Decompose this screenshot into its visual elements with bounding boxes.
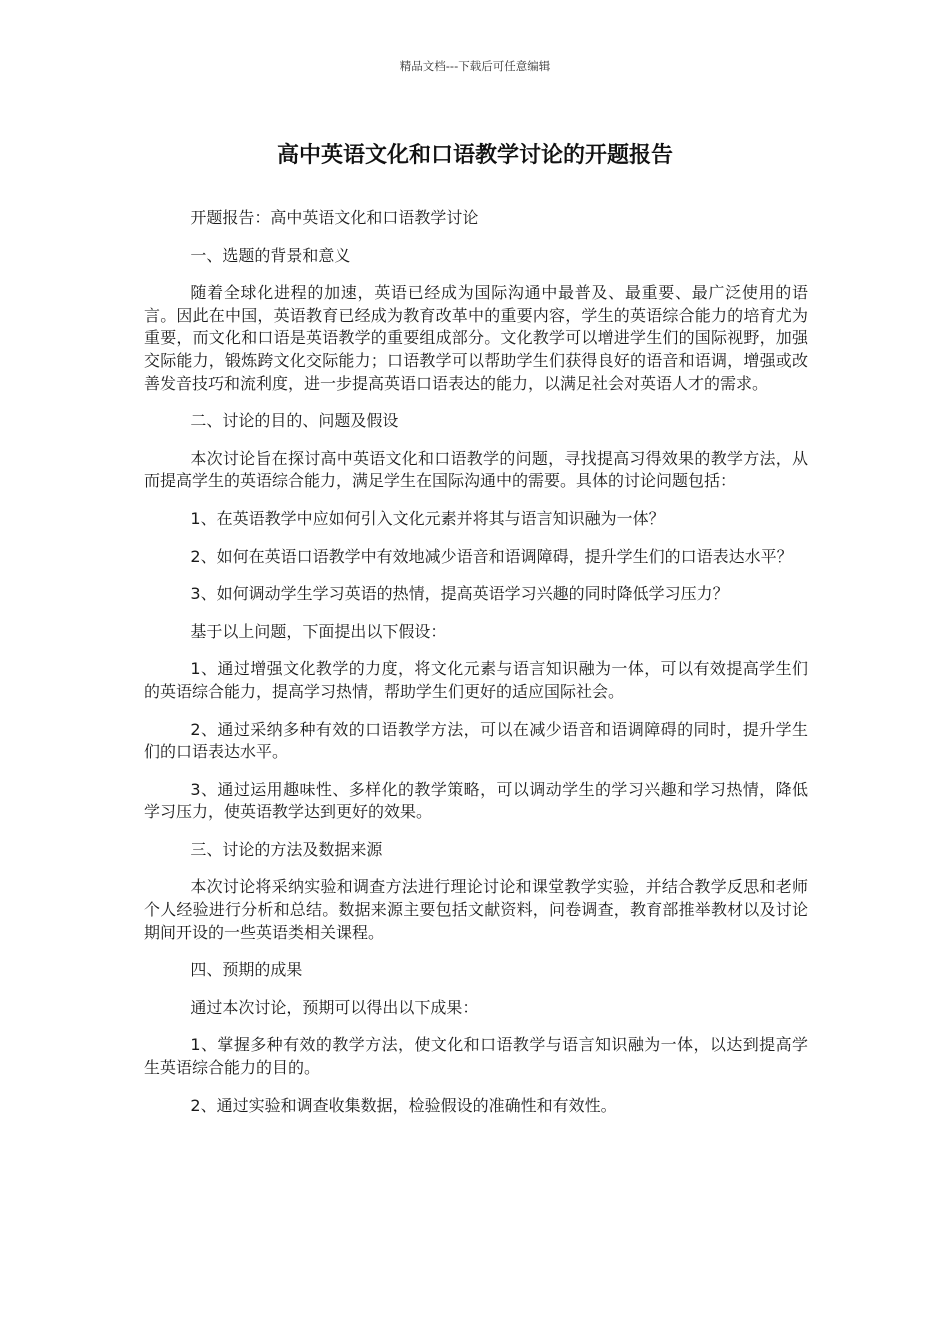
report-subject-line: 开题报告：高中英语文化和口语教学讨论 xyxy=(190,208,479,227)
hypothesis-item: 1、通过增强文化教学的力度，将文化元素与语言知识融为一体，可以有效提高学生们的英语综合能力，提高学习热情，帮助学生们更好的适应国际社会。 xyxy=(144,659,808,701)
section-heading-method: 三、讨论的方法及数据来源 xyxy=(190,839,383,859)
section-heading-purpose: 二、讨论的目的、问题及假设 xyxy=(190,411,399,431)
outcomes-intro: 通过本次讨论，预期可以得出以下成果： xyxy=(190,997,479,1017)
section-heading-outcomes: 四、预期的成果 xyxy=(190,960,303,980)
section-heading-background: 一、选题的背景和意义 xyxy=(190,245,351,265)
paragraph-purpose: 本次讨论旨在探讨高中英语文化和口语教学的问题，寻找提高习得效果的教学方法，从而提高学生的英语综合能力，满足学生在国际沟通中的需要。具体的讨论问题包括： xyxy=(144,448,808,491)
page-header-note: 精品文档---下载后可任意编辑 xyxy=(399,59,551,73)
outcome-item: 2、通过实验和调查收集数据，检验假设的准确性和有效性。 xyxy=(190,1095,617,1115)
question-item: 3、如何调动学生学习英语的热情，提高英语学习兴趣的同时降低学习压力？ xyxy=(190,584,729,604)
hypothesis-item: 2、通过采纳多种有效的口语教学方法，可以在减少语音和语调障碍的同时，提升学生们的口语表达水平。 xyxy=(144,719,808,762)
outcome-item: 1、掌握多种有效的教学方法，使文化和口语教学与语言知识融为一体，以达到提高学生英语综合能力的目的。 xyxy=(144,1035,808,1078)
hypothesis-item: 3、通过运用趣味性、多样化的教学策略，可以调动学生的学习兴趣和学习热情，降低学习压力，使英语教学达到更好的效果。 xyxy=(144,779,808,822)
question-item: 1、在英语教学中应如何引入文化元素并将其与语言知识融为一体？ xyxy=(190,508,665,528)
document-body xyxy=(144,207,808,1132)
hypotheses-intro: 基于以上问题，下面提出以下假设： xyxy=(190,621,447,641)
paragraph-background: 随着全球化进程的加速，英语已经成为国际沟通中最普及、最重要、最广泛使用的语言。因此在中国，英语教育已经成为教育改革中的重要内容，学生的英语综合能力的培育尤为重要，而文化和口语是英语教学的重要组成部分。文化教学可以增进学生们的国际视野，加强交际能力，锻炼跨文化交际能力；口语教学可以帮助学生们获得良好的语音和语调，增强或改善发音技巧和流利度，进一步提高英语口语表达的能力，以满足社会对英语人才的需求。 xyxy=(144,283,808,393)
paragraph-method: 本次讨论将采纳实验和调查方法进行理论讨论和课堂教学实验，并结合教学反思和老师个人经验进行分析和总结。数据来源主要包括文献资料，问卷调查，教育部推举教材以及讨论期间开设的一些英语类相关课程。 xyxy=(144,877,808,942)
question-item: 2、如何在英语口语教学中有效地减少语音和语调障碍，提升学生们的口语表达水平？ xyxy=(190,546,793,566)
document-title: 高中英语文化和口语教学讨论的开题报告 xyxy=(276,143,673,168)
